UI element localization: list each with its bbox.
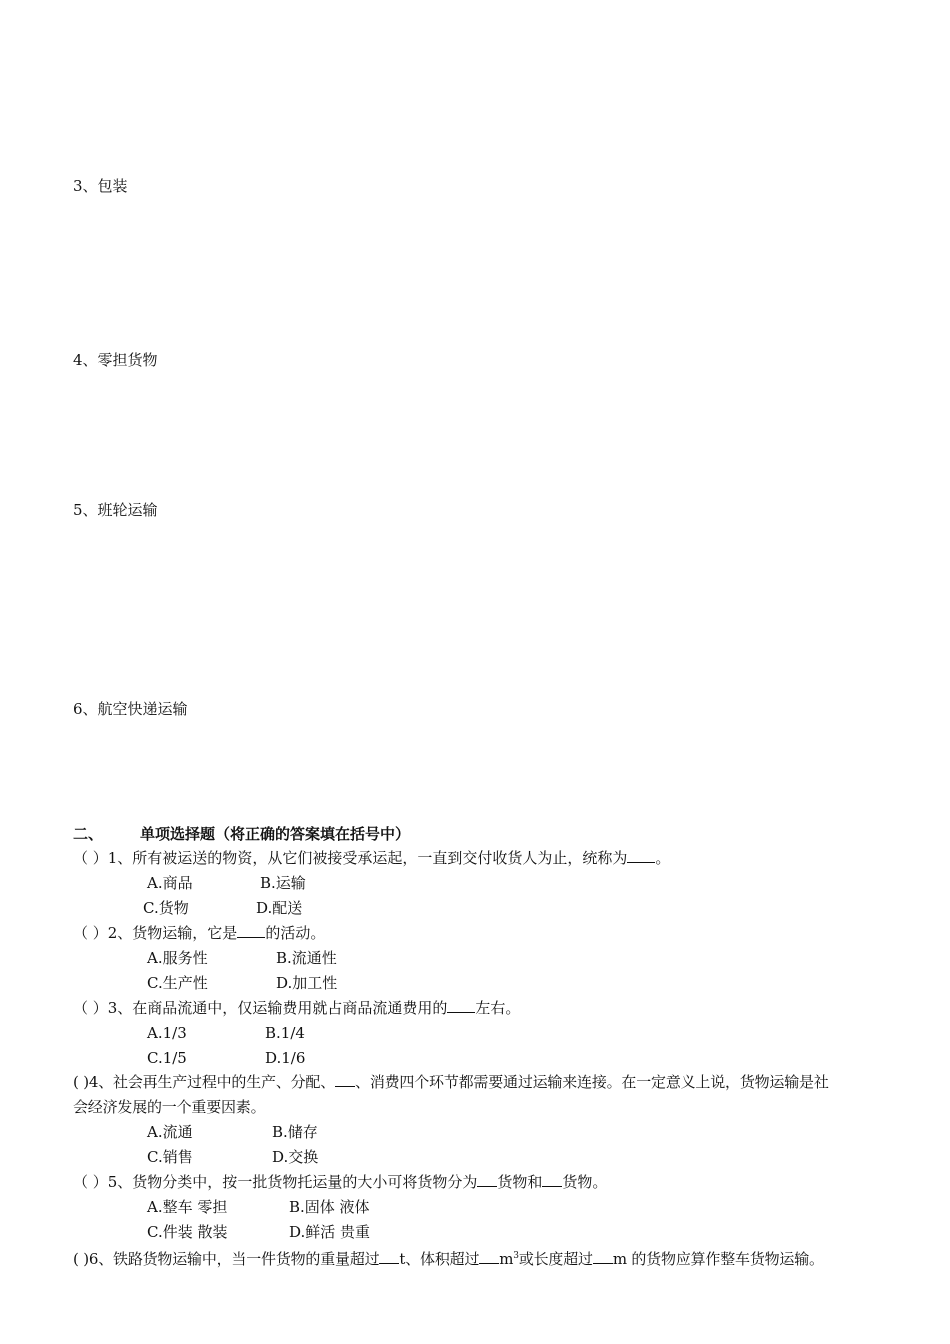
option-a: A.服务性 — [147, 949, 208, 967]
option-d: D.交换 — [272, 1148, 319, 1166]
question-text-suffix: 的活动。 — [265, 924, 326, 942]
option-c: C.销售 — [147, 1148, 193, 1166]
question-text-suffix: m 的货物应算作整车货物运输。 — [612, 1250, 824, 1268]
question-text: ( )4、社会再生产过程中的生产、分配、 — [73, 1073, 336, 1091]
superscript: 3 — [513, 1251, 519, 1261]
option-a: A.流通 — [147, 1123, 193, 1141]
question-text-part: 或长度超过 — [518, 1250, 593, 1268]
option-b: B.固体 液体 — [289, 1198, 370, 1216]
question-text-part: t、体积超过 — [399, 1250, 480, 1268]
option-c: C.生产性 — [147, 974, 208, 992]
question-text-mid: 货物和 — [497, 1173, 543, 1191]
question-text-suffix: 左右。 — [475, 999, 521, 1017]
question-text-suffix: 。 — [655, 849, 671, 867]
answer-blank — [479, 1249, 499, 1264]
option-b: B.运输 — [260, 874, 306, 892]
question-3 — [73, 998, 520, 1018]
option-d: D.配送 — [256, 899, 303, 917]
option-b: B.储存 — [272, 1123, 318, 1141]
question-text: （ ）2、货物运输，它是 — [73, 924, 238, 942]
question-4 — [73, 1070, 843, 1120]
answer-blank — [542, 1172, 562, 1187]
option-a: A.1/3 — [147, 1024, 187, 1042]
question-6 — [73, 1244, 843, 1272]
option-d: D.加工性 — [276, 974, 338, 992]
question-5 — [73, 1172, 607, 1192]
option-b: B.流通性 — [276, 949, 337, 967]
section-number: 二、 — [73, 825, 104, 843]
question-text: ( )6、铁路货物运输中，当一件货物的重量超过 — [73, 1250, 380, 1268]
answer-blank — [447, 998, 475, 1013]
answer-blank — [477, 1172, 497, 1187]
term-item: 3、包装 — [73, 177, 128, 195]
question-text: （ ）3、在商品流通中，仅运输费用就占商品流通费用的 — [73, 999, 448, 1017]
option-a: A.商品 — [147, 874, 193, 892]
term-item: 6、航空快递运输 — [73, 700, 188, 718]
question-text: （ ）5、货物分类中，按一批货物托运量的大小可将货物分为 — [73, 1173, 478, 1191]
question-text: （ ）1、所有被运送的物资，从它们被接受承运起，一直到交付收货人为止，统称为 — [73, 849, 628, 867]
option-d: D.1/6 — [265, 1049, 306, 1067]
question-text-suffix: 、消费四个环节都需要通过运输来连接。在一定意义上说，货物运输是社会经济发展的一个重要因素。 — [73, 1073, 829, 1116]
option-b: B.1/4 — [265, 1024, 305, 1042]
option-c: C.货物 — [143, 899, 189, 917]
term-item: 5、班轮运输 — [73, 501, 158, 519]
option-a: A.整车 零担 — [147, 1198, 228, 1216]
question-2 — [73, 923, 325, 943]
question-text-suffix: 货物。 — [562, 1173, 608, 1191]
option-c: C.件装 散装 — [147, 1223, 228, 1241]
question-1 — [73, 848, 670, 868]
answer-blank — [627, 848, 655, 863]
question-text-part: m — [499, 1250, 514, 1268]
term-item: 4、零担货物 — [73, 351, 158, 369]
answer-blank — [237, 923, 265, 938]
answer-blank — [335, 1072, 355, 1087]
answer-blank — [379, 1249, 399, 1264]
section-title: 单项选择题（将正确的答案填在括号中） — [140, 825, 411, 843]
option-c: C.1/5 — [147, 1049, 187, 1067]
option-d: D.鲜活 贵重 — [289, 1223, 371, 1241]
answer-blank — [593, 1249, 613, 1264]
